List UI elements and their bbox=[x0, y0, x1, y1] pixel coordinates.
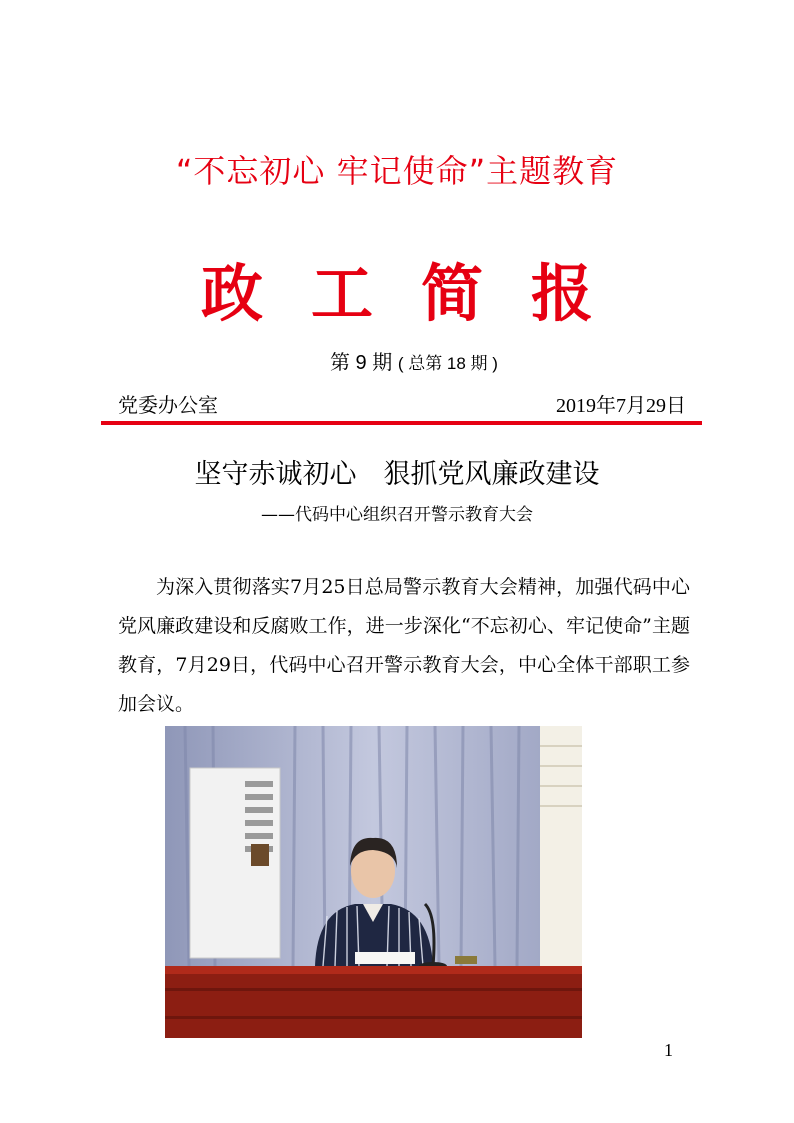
article-subtitle: ——代码中心组织召开警示教育大会 bbox=[261, 505, 533, 525]
article-paragraph: 为深入贯彻落实7月25日总局警示教育大会精神，加强代码中心党风廉政建设和反腐败工作，进一步深化“不忘初心、牢记使命”主题教育，7月29日，代码中心召开警示教育大会，中心全体干部职工参加会议。 bbox=[118, 576, 690, 715]
issuer: 党委办公室 bbox=[118, 393, 218, 417]
issue-total: ( 总第 18 期 ) bbox=[397, 354, 498, 373]
series-title: “不忘初心 牢记使命”主题教育 bbox=[175, 152, 619, 190]
issue-number bbox=[330, 346, 498, 375]
page-number: 1 bbox=[664, 1040, 673, 1060]
issue-date: 2019年7月29日 bbox=[556, 395, 686, 417]
header-divider bbox=[101, 421, 702, 425]
bulletin-title: 政工简报 bbox=[200, 257, 641, 330]
meeting-photo bbox=[165, 726, 582, 1038]
issue-label: 第 9 期 bbox=[330, 352, 393, 374]
article-headline: 坚守赤诚初心 狠抓党风廉政建设 bbox=[194, 459, 600, 490]
